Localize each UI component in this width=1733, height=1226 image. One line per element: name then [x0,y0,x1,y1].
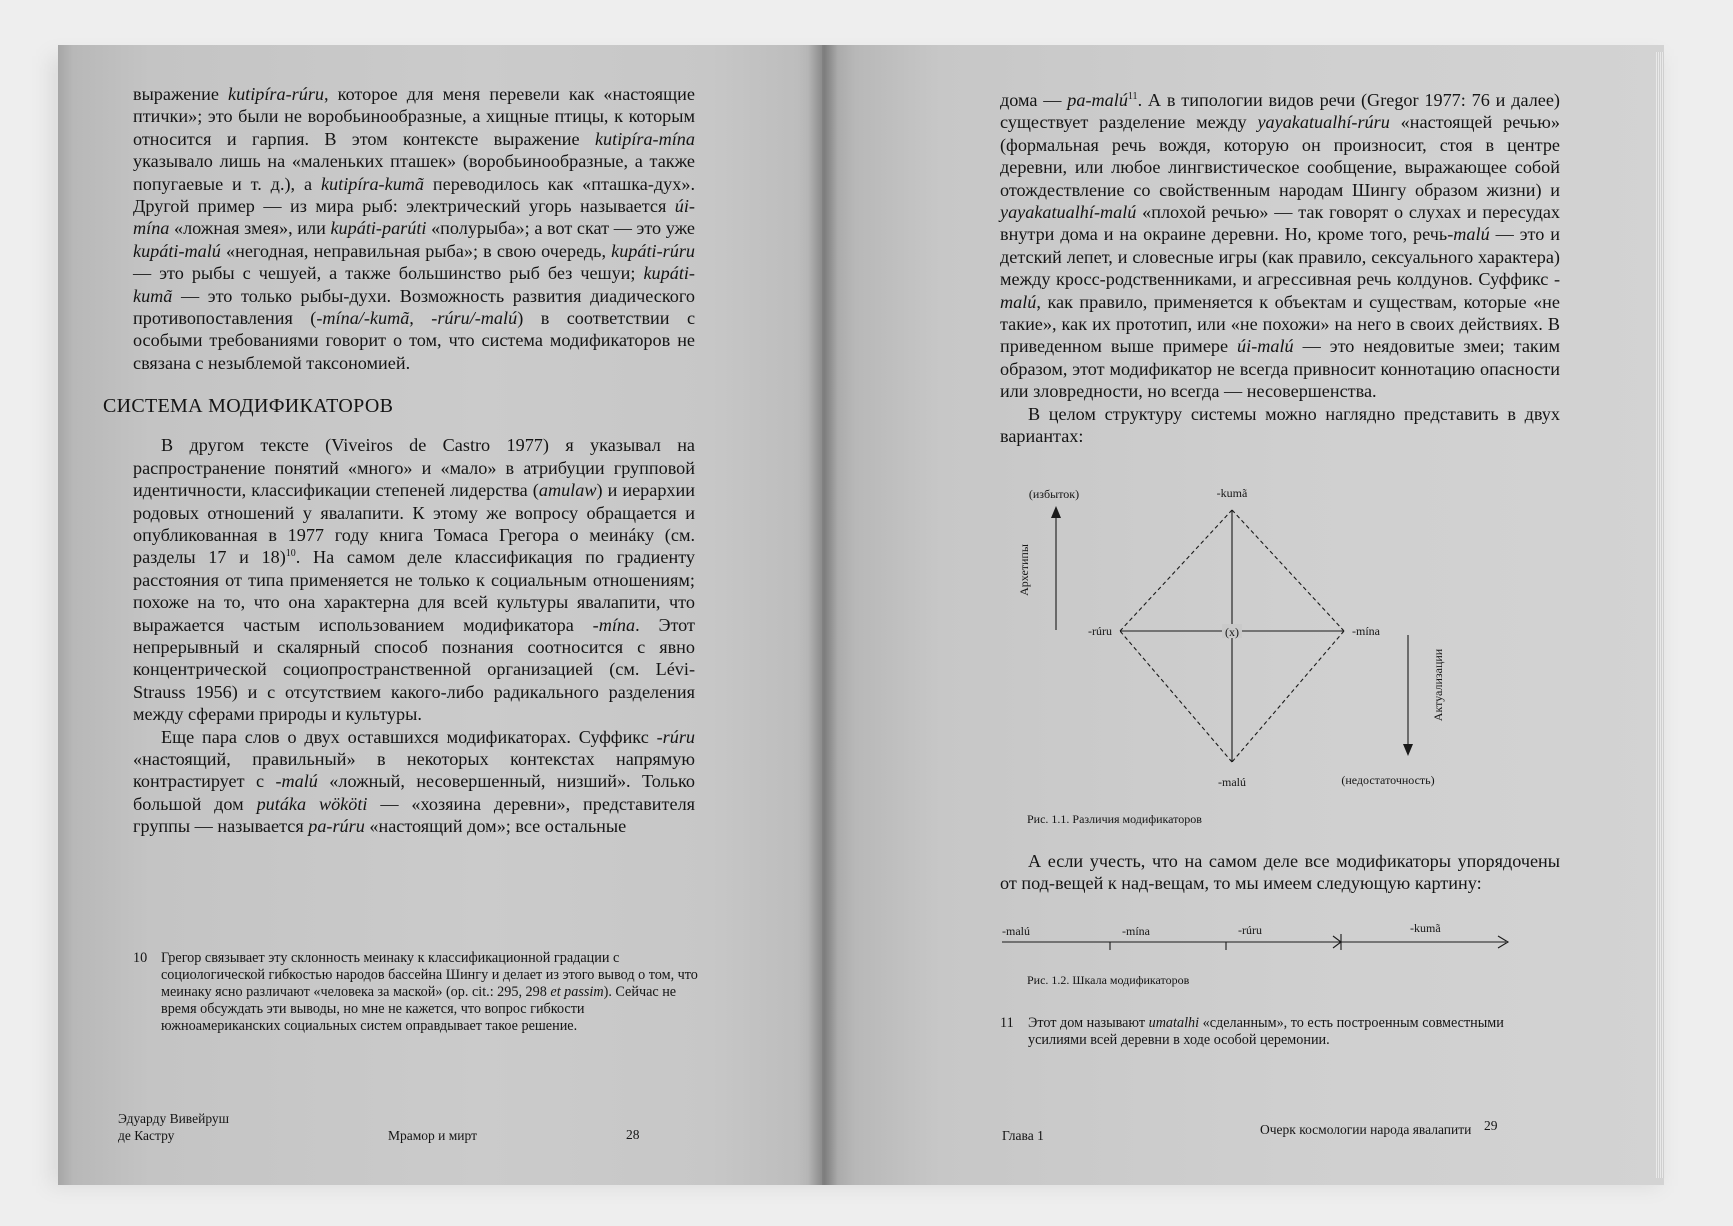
running-title: Очерк космологии народа явалапити [1260,1122,1472,1137]
left-text-column [103,83,696,838]
scale-label-ruru: -rúru [1238,923,1262,937]
italic-term: pa-rúru [308,816,365,837]
footnote-text: Грегор связывает эту склонность меинаку к классификационной градации с социологической гибкостью народов бассейна Шингу и делает из этого вывод о том, что меинаку ясно различают «человека за маской» (op. cit.: 295, 298 et passim). Сейчас не время обсуждать эти выводы, но мне не кажется, что вопрос гибкости южноамериканских социальных систем оправдывает такое решение. [161,950,698,1034]
italic-term: úi-malú [1237,336,1294,357]
footnote-10 [133,950,698,1035]
label-ruru: -rúru [1088,624,1112,638]
left-page [58,45,828,1185]
right-paragraph-1: дома — pa-malú$^{11}$. А в типологии видов речи (Gregor 1977: 76 и далее) существует разделение между yayakatualhí-rúru «настоящей речью» (формальная речь вождя, которую он произносит, стоя в центре деревни, или любое лингвистическое сообщение, выражающее собой отождествление со свойственным народам Шингу образом жизни) и yayakatualhí-malú «плохой речью» — так говорят о слухах и пересудах внутри дома и на окраине деревни. Но, кроме того, речь-malú — это и детский лепет, и словесные игры (как правило, сексуального характера) между кросс-родственниками, и агрессивная речь колдунов. Суффикс -malú, как правило, применяется к объектам и существам, которые «не такие», как их прототип, или «не похожи» на него в своих действиях. В приведенном выше примере úi-malú — это неядовитые змеи; таким образом, этот модификатор не всегда привносит коннотацию опасности или зловредности, но всегда — несовершенства. [1000,90,1560,402]
page-number: 29 [1484,1118,1498,1133]
left-paragraph-3: Еще пара слов о двух оставшихся модификаторах. Суффикс -rúru «настоящий, правильный» в некоторых контекстах напрямую контрастирует с -malú «ложный, несовершенный, низший». Только большой дом putáka wököti — «хозяина деревни», представителя группы — называется pa-rúru «настоящий дом»; все остальные [133,726,696,837]
italic-term: kupáti-parúti [330,218,427,239]
italic-term: -mína [592,614,636,635]
label-insufficiency: (недостаточность) [1341,773,1435,787]
label-actualizations: Актуализации [1431,648,1445,722]
right-text-column-2 [1000,850,1560,895]
italic-term: malú [1453,224,1490,245]
italic-term: -malú [1000,269,1560,312]
running-author-line-1: Эдуарду Вивейруш [118,1111,230,1126]
modifier-scale [1000,913,1520,973]
label-center: (x) [1225,625,1239,639]
italic-term: yayakatualhí-rúru [1257,112,1390,133]
italic-term: -mína/-kumã, -rúru/-malú [316,308,518,329]
scale-label-kuma: -kumã [1410,921,1441,935]
page-number: 28 [626,1127,640,1142]
italic-term: amulaw [538,480,597,501]
running-chapter: Глава 1 [1002,1128,1044,1143]
italic-term: kupáti-kumã [133,263,695,306]
section-heading: СИСТЕМА МОДИФИКАТОРОВ [103,395,394,418]
footnote-number: 11 [1000,1015,1014,1031]
page-block-edges [1656,52,1664,1178]
footnote-text: Этот дом называют umatalhi «сделанным», то есть построенным совместными усилиями всей деревни в ходе особой церемонии. [1028,1015,1504,1048]
modifier-diagram [912,470,1445,790]
running-author-line-2: де Кастру [118,1128,175,1143]
italic-term: kutipíra-mína [594,128,695,149]
italic-term: kutipíra-rúru [228,84,325,104]
right-text-column [1000,89,1560,448]
label-archetypes: Архетипы [1017,544,1031,596]
scale-label-mina: -mína [1122,924,1150,938]
footnote-ref: 11 [1127,90,1138,102]
label-kuma: -kumã [1216,486,1248,500]
left-paragraph-2: В другом тексте (Viveiros de Castro 1977) я указывал на распространение понятий «много» и «мало» в атрибуции групповой идентичности, классификации степеней лидерства (amulaw) и иерархии родовых отношений у явалапити. К этому же вопросу обращается и опубликованная в 1977 году книга Томаса Грегора о меинáку (см. разделы 17 и 18)$^{10}$. На самом деле классификация по градиенту расстояния от типа применяется не только к социальным отношениям; похоже на то, что она характерна для всей культуры явалапити, что выражается частым использованием модификатора -mína. Этот непрерывный и скалярный способ познания соотносится с явно концентрической социопространственной организацией (см. Lévi-Strauss 1956) и с отсутствием какого-либо радикального разделения между сферами природы и культуры. [133,435,695,725]
label-malu: -malú [1218,775,1246,789]
italic-term: -malú [275,771,318,792]
right-page [822,45,1664,1185]
down-arrow-head [1403,744,1413,756]
left-paragraph-1: выражение kutipíra-rúru, которое для меня перевели как «настоящие птички»; это были не воробьинообразные, а хищные птицы, к которым относится и гарпия. В этом контексте выражение kutipíra-mína указывало лишь на «маленьких пташек» (воробьинообразные, а также попугаевые и т. д.), а kutipíra-kumã переводилось как «пташка-дух». Другой пример — из мира рыб: электрический угорь называется úi-mína «ложная змея», или kupáti-parúti «полурыба»; а вот скат — это уже kupáti-malú «негодная, неправильная рыба»; в свою очередь, kupáti-rúru — это рыбы с чешуей, а также большинство рыб без чешуи; kupáti-kumã — это только рыбы-духи. Возможность развития диадического противопоставления (-mína/-kumã, -rúru/-malú) в соответствии с особыми требованиями говорит о том, что система модификаторов не связана с незыблемой таксономией. [133,84,696,373]
footnote-11 [1000,1015,1520,1049]
italic-term: pa-malú [1067,90,1128,110]
book-spine-shadow [808,45,838,1185]
scale-label-malu: -malú [1002,924,1030,938]
right-paragraph-3: А если учесть, что на самом деле все модификаторы упорядочены от под-вещей к над-вещам, то мы имеем следующую картину: [1000,851,1560,894]
running-title: Мрамор и мирт [388,1128,478,1143]
italic-term: -rúru [656,726,695,747]
label-excess: (избыток) [1028,487,1080,501]
italic-term: úi-mína [133,196,695,239]
label-mina: -mína [1352,624,1380,638]
italic-term: yayakatualhí-malú [1000,202,1137,223]
up-arrow-head [1051,506,1061,518]
italic-term: kupáti-malú [133,240,221,261]
italic-term: kupáti-rúru [611,240,695,261]
footnote-ref: 10 [285,548,296,560]
figure-1-1-caption: Рис. 1.1. Различия модификаторов [1027,812,1202,826]
italic-term: putáka wököti [256,793,368,814]
running-author [118,1110,229,1144]
right-paragraph-2: В целом структуру системы можно наглядно представить в двух вариантах: [1000,403,1560,447]
figure-1-2-caption: Рис. 1.2. Шкала модификаторов [1027,973,1190,987]
italic-term: et passim [550,984,604,1000]
footnote-number: 10 [133,950,148,966]
italic-term: kutipíra-kumã [320,173,425,194]
italic-term: umatalhi [1148,1015,1200,1031]
